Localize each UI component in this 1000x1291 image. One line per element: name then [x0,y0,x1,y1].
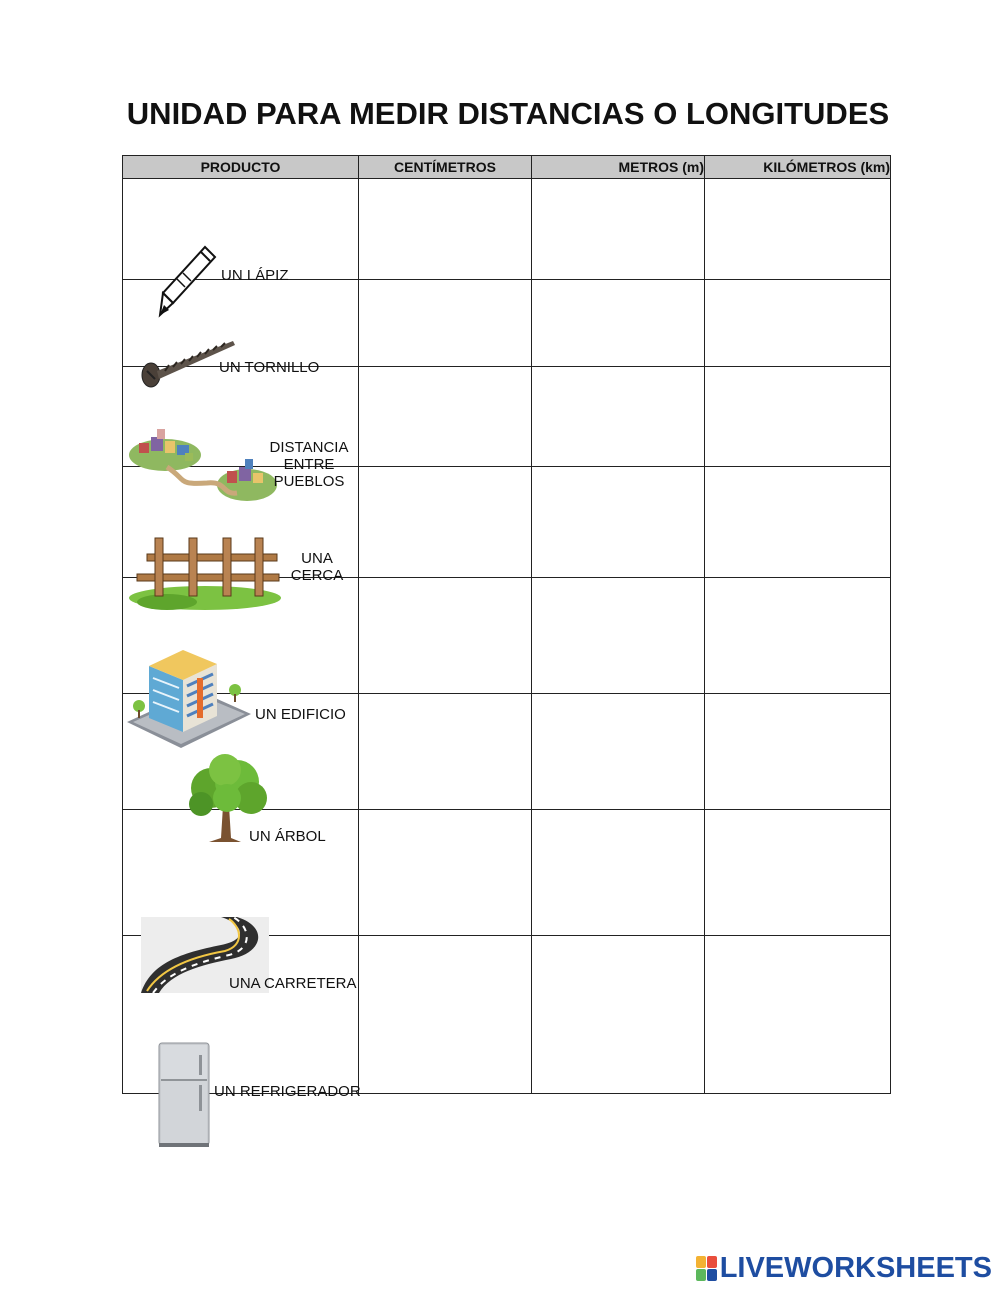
answer-cell-arbol-cm[interactable] [359,694,532,810]
header-kilometros: KILÓMETROS (km) [705,156,891,179]
answer-cell-arbol-km[interactable] [705,694,891,810]
logo-block-yellow [696,1256,706,1268]
fence-icon [127,532,285,612]
building-icon [125,638,253,750]
header-centimetros: CENTÍMETROS [359,156,532,179]
product-label-edificio: UN EDIFICIO [255,705,346,723]
answer-cell-pueblos-km[interactable] [705,367,891,467]
liveworksheets-logo-icon [696,1256,717,1281]
answer-cell-refrigerador-m[interactable] [532,936,705,1094]
header-metros: METROS (m) [532,156,705,179]
table-row-lapiz [123,179,891,280]
product-label-cerca [283,550,351,584]
answer-cell-edificio-km[interactable] [705,578,891,694]
product-label-pueblos-line1: DISTANCIA [269,438,349,456]
answer-cell-carretera-km[interactable] [705,810,891,936]
header-producto: PRODUCTO [123,156,359,179]
table-header-row [123,156,891,179]
table-row-tornillo [123,280,891,367]
page-title: UNIDAD PARA MEDIR DISTANCIAS O LONGITUDES [126,96,890,131]
answer-cell-refrigerador-km[interactable] [705,936,891,1094]
answer-cell-tornillo-m[interactable] [532,280,705,367]
logo-block-green [696,1269,706,1281]
answer-cell-carretera-m[interactable] [532,810,705,936]
villages-icon [127,425,277,505]
answer-cell-refrigerador-cm[interactable] [359,936,532,1094]
product-label-pueblos [269,439,349,490]
product-label-refrigerador: UN REFRIGERADOR [214,1082,361,1100]
answer-cell-pueblos-m[interactable] [532,367,705,467]
product-label-arbol: UN ÁRBOL [249,827,326,845]
answer-cell-lapiz-cm[interactable] [359,179,532,280]
product-label-pueblos-line2: ENTRE [283,455,335,473]
answer-cell-edificio-cm[interactable] [359,578,532,694]
pencil-icon [157,243,219,319]
measurement-table [122,155,891,1100]
answer-cell-cerca-m[interactable] [532,467,705,578]
liveworksheets-logo[interactable] [696,1252,992,1285]
answer-cell-tornillo-cm[interactable] [359,280,532,367]
answer-cell-arbol-m[interactable] [532,694,705,810]
liveworksheets-logo-text: LIVEWORKSHEETS [719,1252,992,1284]
refrigerator-icon [155,1041,213,1149]
answer-cell-lapiz-km[interactable] [705,179,891,280]
product-label-lapiz: UN LÁPIZ [221,267,289,284]
answer-cell-edificio-m[interactable] [532,578,705,694]
product-label-pueblos-line3: PUEBLOS [273,472,345,490]
product-label-tornillo: UN TORNILLO [219,359,320,376]
answer-cell-tornillo-km[interactable] [705,280,891,367]
product-cell-lapiz [123,179,359,284]
product-label-carretera: UNA CARRETERA [229,974,357,992]
answer-cell-cerca-cm[interactable] [359,467,532,578]
answer-cell-lapiz-m[interactable] [532,179,705,280]
product-label-cerca-line1: UNA [301,550,333,567]
logo-block-blue [707,1269,717,1281]
answer-cell-carretera-cm[interactable] [359,810,532,936]
answer-cell-pueblos-cm[interactable] [359,367,532,467]
product-label-cerca-line2: CERCA [290,567,344,584]
answer-cell-cerca-km[interactable] [705,467,891,578]
logo-block-red [707,1256,717,1268]
